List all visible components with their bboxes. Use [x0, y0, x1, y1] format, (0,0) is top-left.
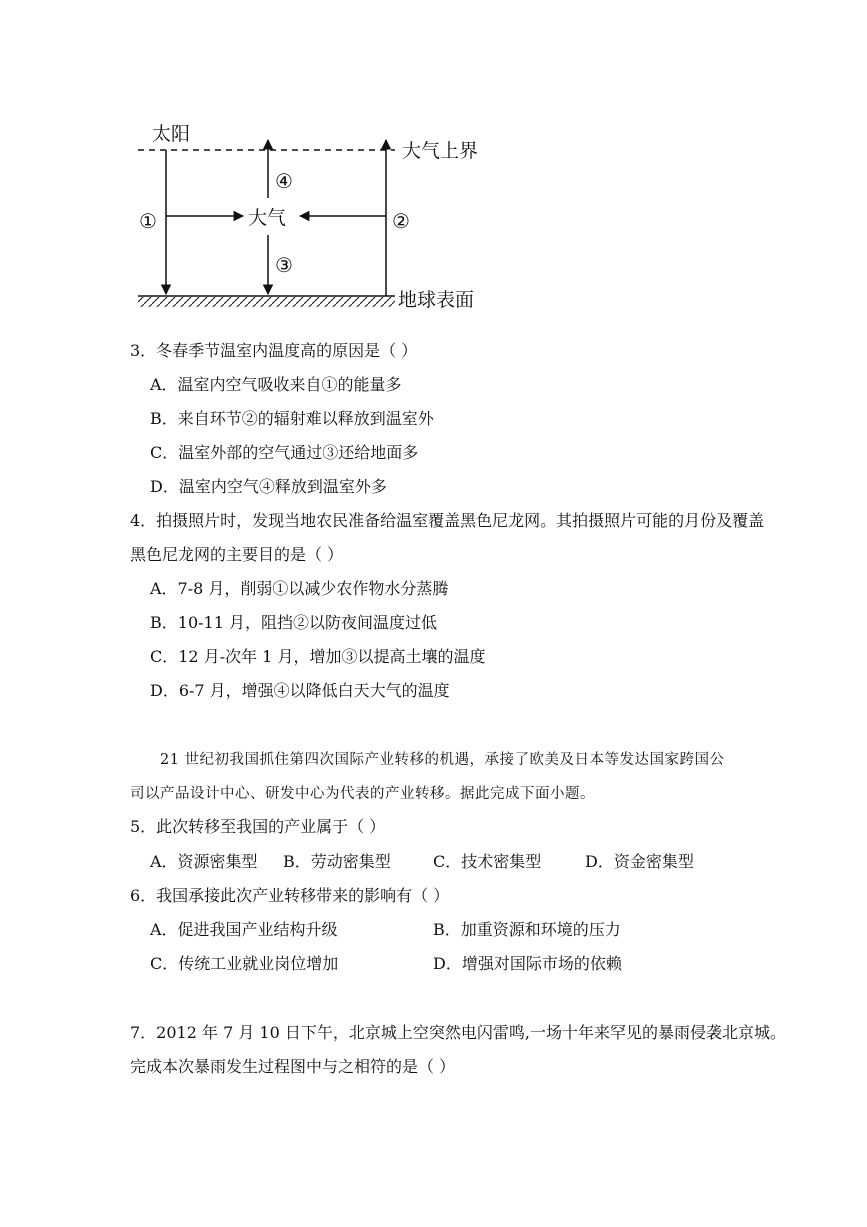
earth-surface-hatch [138, 297, 395, 307]
q7-stem-line2: 完成本次暴雨发生过程图中与之相符的是（ ） [130, 1057, 456, 1076]
arrow-1-label: ① [139, 209, 157, 233]
passage-line2: 司以产品设计中心、研发中心为代表的产业转移。据此完成下面小题。 [130, 786, 595, 802]
q6-option-c[interactable]: C．传统工业就业岗位增加 [150, 954, 339, 973]
q5-stem: 5．此次转移至我国的产业属于（ ） [130, 817, 386, 836]
q3-option-a[interactable]: A．温室内空气吸收来自①的能量多 [150, 375, 402, 394]
q4-option-b[interactable]: B．10-11 月，阻挡②以防夜间温度过低 [150, 613, 437, 632]
q7-stem-line1: 7．2012 年 7 月 10 日下午，北京城上空突然电闪雷鸣,一场十年来罕见的暴雨侵袭北京城。 [130, 1023, 786, 1042]
q4-option-d[interactable]: D．6-7 月，增强④以降低白天大气的温度 [150, 681, 450, 700]
arrow-4-label: ④ [275, 169, 293, 193]
q4-option-a[interactable]: A．7-8 月，削弱①以减少农作物水分蒸腾 [150, 579, 449, 598]
q5-option-b[interactable]: B．劳动密集型 [283, 852, 391, 871]
q3-option-c[interactable]: C．温室外部的空气通过③还给地面多 [150, 443, 419, 462]
atmosphere-label: 大气 [248, 207, 287, 229]
q6-option-a[interactable]: A．促进我国产业结构升级 [150, 920, 338, 939]
arrow-3-label: ③ [275, 253, 293, 277]
arrow-2-label: ② [392, 209, 410, 233]
q4-option-c[interactable]: C．12 月-次年 1 月，增加③以提高土壤的温度 [150, 647, 486, 666]
q3-option-b[interactable]: B．来自环节②的辐射难以释放到温室外 [150, 409, 434, 428]
sun-label: 太阳 [152, 123, 191, 145]
atmosphere-heat-diagram [0, 0, 867, 330]
q6-option-b[interactable]: B．加重资源和环境的压力 [433, 920, 621, 939]
q4-stem-line1: 4．拍摄照片时，发现当地农民准备给温室覆盖黑色尼龙网。其拍摄照片可能的月份及覆盖 [130, 511, 765, 530]
q5-option-d[interactable]: D．资金密集型 [585, 852, 694, 871]
passage-line1: 21 世纪初我国抓住第四次国际产业转移的机遇，承接了欧美及日本等发达国家跨国公 [160, 752, 725, 768]
q6-stem: 6．我国承接此次产业转移带来的影响有（ ） [130, 886, 450, 905]
q5-option-a[interactable]: A．资源密集型 [150, 852, 258, 871]
q4-stem-line2: 黑色尼龙网的主要目的是（ ） [130, 545, 344, 564]
upper-atmosphere-label: 大气上界 [402, 140, 479, 162]
earth-surface-label: 地球表面 [398, 289, 475, 311]
q6-option-d[interactable]: D．增强对国际市场的依赖 [433, 954, 622, 973]
q3-option-d[interactable]: D．温室内空气④释放到温室外多 [150, 477, 387, 496]
q3-stem: 3．冬春季节温室内温度高的原因是（ ） [130, 341, 418, 360]
q5-option-c[interactable]: C．技术密集型 [433, 852, 542, 871]
